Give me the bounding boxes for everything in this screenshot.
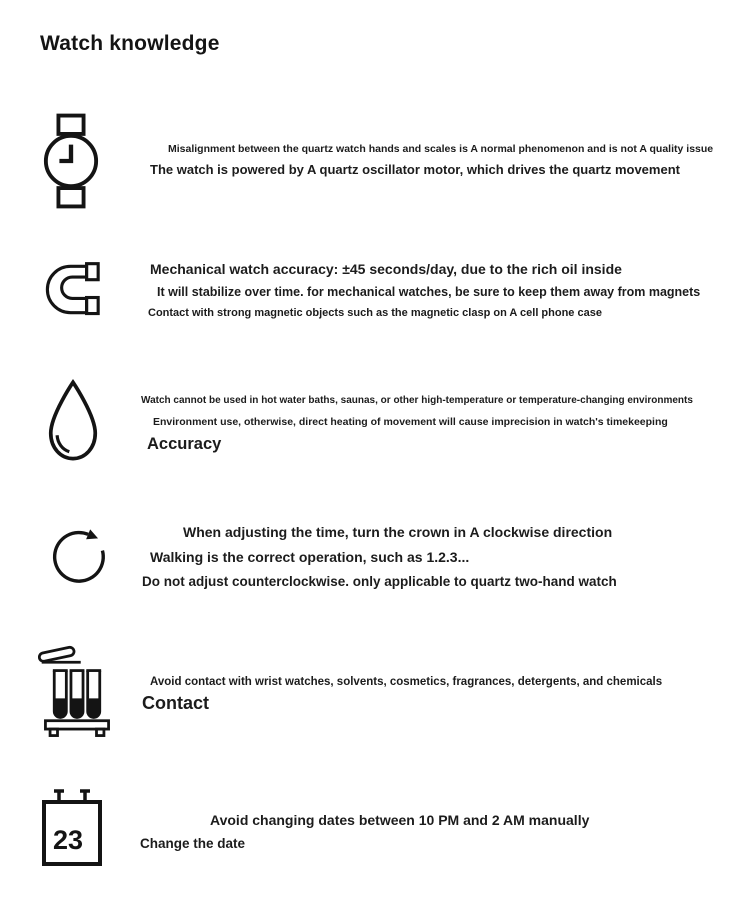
- section-temperature: [141, 395, 693, 454]
- info-line: Walking is the correct operation, such as 1.2.3...: [150, 549, 470, 565]
- water-drop-icon: [40, 377, 106, 466]
- wristwatch-icon: [42, 112, 100, 210]
- info-line: Mechanical watch accuracy: ±45 seconds/day, due to the rich oil inside: [150, 261, 622, 277]
- info-line: Avoid changing dates between 10 PM and 2 AM manually: [210, 812, 590, 828]
- section-crown-adjustment: [142, 524, 617, 589]
- info-line: Environment use, otherwise, direct heating of movement will cause imprecision in watch's timekeeping: [153, 416, 668, 428]
- section-date-change: [140, 812, 589, 851]
- calendar-day: 23: [53, 825, 84, 855]
- section-label: Accuracy: [147, 435, 222, 453]
- info-line: Avoid contact with wrist watches, solvents, cosmetics, fragrances, detergents, and chemicals: [150, 676, 663, 688]
- section-label: Contact: [142, 693, 209, 713]
- info-line: Do not adjust counterclockwise. only applicable to quartz two-hand watch: [142, 574, 617, 589]
- info-line: It will stabilize over time. for mechanical watches, be sure to keep them away from magnets: [157, 285, 701, 299]
- info-line: Watch cannot be used in hot water baths, saunas, or other high-temperature or temperature-changing environments: [141, 395, 693, 406]
- section-magnetism: [148, 261, 700, 319]
- section-label: Change the date: [140, 836, 246, 851]
- info-line: The watch is powered by A quartz oscillator motor, which drives the quartz movement: [150, 162, 680, 177]
- info-line: Contact with strong magnetic objects such as the magnetic clasp on A cell phone case: [148, 307, 602, 319]
- section-quartz-movement: [150, 143, 713, 177]
- section-chemicals: [142, 676, 662, 714]
- calendar-icon: [40, 786, 104, 870]
- page-title: Watch knowledge: [40, 32, 220, 55]
- magnet-icon: [42, 261, 108, 318]
- test-tubes-icon: [38, 641, 116, 741]
- info-line: Misalignment between the quartz watch hands and scales is A normal phenomenon and is not A quality issue: [168, 143, 714, 155]
- info-line: When adjusting the time, turn the crown in A clockwise direction: [183, 524, 613, 540]
- clockwise-arrow-icon: [44, 518, 114, 588]
